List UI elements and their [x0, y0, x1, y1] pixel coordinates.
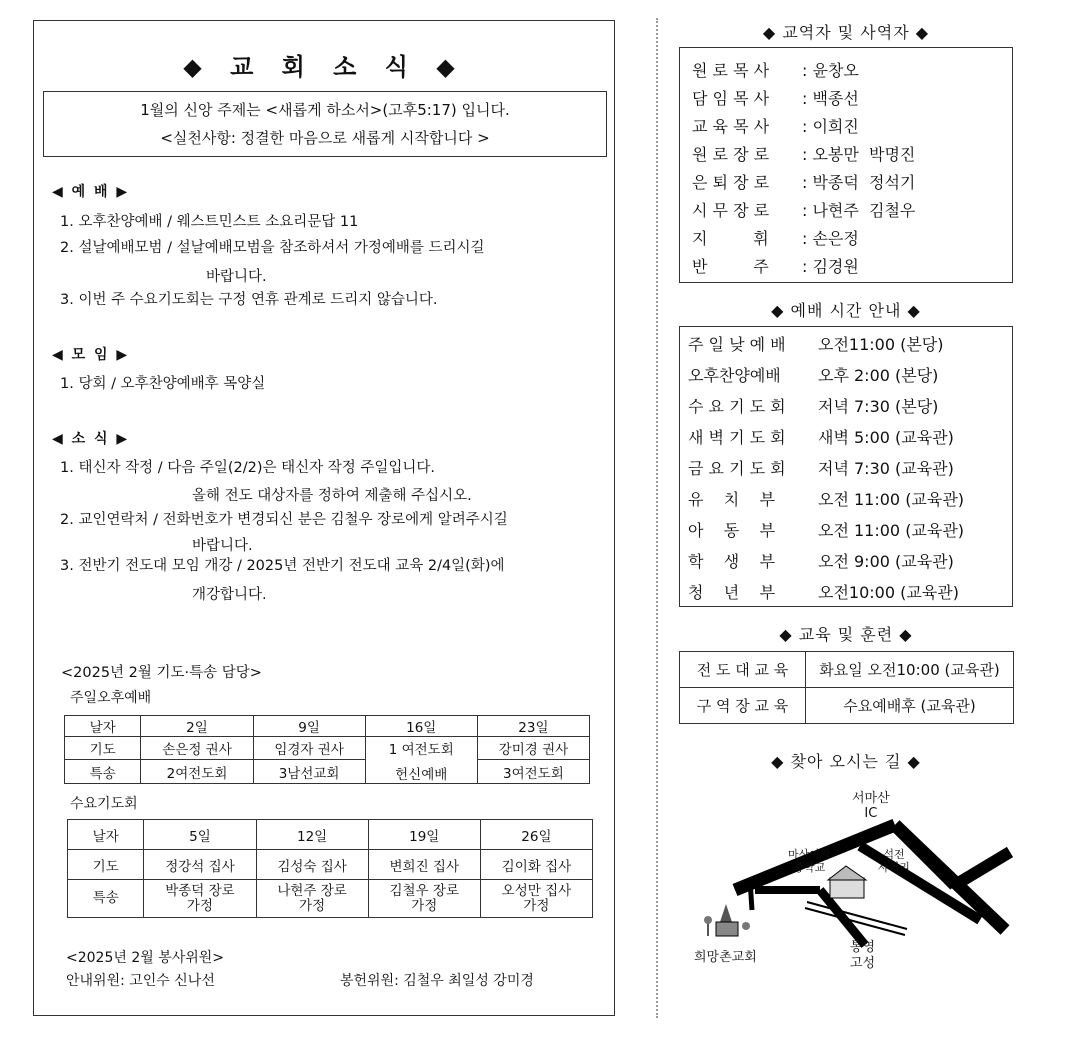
table-row — [680, 652, 1014, 688]
staff-name: : 백종선 — [802, 89, 859, 108]
map-label-intersection: 석전 사거리 — [878, 848, 910, 874]
time-row-time: 오전11:00 (본당) — [818, 335, 944, 354]
service-offering: 봉헌위원: 김철우 최일성 강미경 — [340, 973, 534, 989]
table-cell: 날자 — [68, 820, 144, 850]
map-railway — [807, 902, 907, 929]
time-row-name: 주 일 낮 예 배 — [688, 335, 786, 354]
table-cell: 3여전도회 — [477, 760, 589, 784]
staff-name: : 오봉만 박명진 — [802, 145, 916, 164]
news-title: ◆ 교 회 소 식 ◆ — [183, 53, 465, 81]
staff-name: : 나현주 김철우 — [802, 201, 916, 220]
directions-header: ◆ 찾아 오시는 길 ◆ — [771, 752, 921, 771]
time-row-time: 새벽 5:00 (교육관) — [818, 428, 954, 447]
times-header: ◆ 예배 시간 안내 ◆ — [771, 301, 921, 320]
table-row — [65, 760, 590, 784]
table-cell: 변희진 집사 — [368, 850, 480, 880]
table-cell: 23일 — [477, 716, 589, 737]
notice-item-3: 3. 전반기 전도대 모임 개강 / 2025년 전반기 전도대 교육 2/4일(화)에 — [60, 558, 505, 574]
school-roof-icon — [828, 866, 866, 880]
staff-header: ◆ 교역자 및 사역자 ◆ — [762, 23, 930, 42]
staff-role: 원 로 장 로 — [692, 145, 770, 164]
notice-header: ◀ 소 식 ▶ — [52, 431, 130, 447]
table-cell: 5일 — [144, 820, 256, 850]
time-row-name: 학 생 부 — [688, 552, 776, 571]
table-cell: 손은정 권사 — [141, 737, 253, 760]
time-row-time: 오전 9:00 (교육관) — [818, 552, 954, 571]
map-label-church: 희망촌교회 — [694, 950, 757, 965]
worship-header: ◀ 예 배 ▶ — [52, 184, 130, 200]
table-row — [68, 880, 593, 918]
service-header: <2025년 2월 봉사위원> — [66, 950, 225, 966]
worship-item-2: 2. 설날예배모범 / 설날예배모범을 참조하셔서 가정예배를 드리시길 — [60, 240, 485, 256]
wednesday-schedule-table — [67, 819, 593, 918]
notice-item-1: 1. 태신자 작정 / 다음 주일(2/2)은 태신자 작정 주일입니다. — [60, 460, 435, 476]
time-row-name: 유 치 부 — [688, 490, 776, 509]
staff-role: 교 육 목 사 — [692, 117, 770, 136]
map-road — [750, 880, 752, 910]
staff-role: 담 임 목 사 — [692, 89, 770, 108]
table-cell: 기도 — [65, 737, 141, 760]
tree-icon — [742, 922, 750, 930]
table-cell: 12일 — [256, 820, 368, 850]
service-guide: 안내위원: 고인수 신나선 — [66, 973, 215, 989]
church-spire-icon — [720, 904, 732, 922]
sunday-schedule-table — [64, 715, 590, 784]
map-label-school: 마산여자 중학교 — [788, 848, 831, 874]
table-cell: 구 역 장 교 육 — [680, 688, 806, 724]
sunday-title: 주일오후예배 — [70, 690, 152, 706]
column-divider — [656, 18, 658, 1018]
time-row-name: 아 동 부 — [688, 521, 776, 540]
notice-item-3-cont: 개강합니다. — [192, 587, 267, 603]
table-row — [65, 737, 590, 760]
table-cell: 16일 — [365, 716, 477, 737]
notice-item-2: 2. 교인연락처 / 전화번호가 변경되신 분은 김철우 장로에게 알려주시길 — [60, 512, 508, 528]
staff-name: : 윤창오 — [802, 61, 859, 80]
time-row-time: 저녁 7:30 (본당) — [818, 397, 939, 416]
wednesday-title: 수요기도회 — [70, 796, 138, 812]
prayer-header: <2025년 2월 기도·특송 담당> — [61, 665, 262, 681]
table-row — [68, 820, 593, 850]
table-cell: 특송 — [65, 760, 141, 784]
table-cell: 박종덕 장로 가정 — [144, 880, 256, 918]
staff-name: : 손은정 — [802, 229, 859, 248]
time-row-time: 저녁 7:30 (교육관) — [818, 459, 954, 478]
time-row-time: 오후 2:00 (본당) — [818, 366, 939, 385]
worship-item-1: 1. 오후찬양예배 / 웨스트민스트 소요리문답 11 — [60, 214, 359, 230]
staff-role: 시 무 장 로 — [692, 201, 770, 220]
time-row-time: 오전 11:00 (교육관) — [818, 490, 965, 509]
table-cell: 수요예배후 (교육관) — [806, 688, 1014, 724]
times-box — [679, 326, 1013, 607]
table-row — [680, 688, 1014, 724]
table-cell: 26일 — [480, 820, 592, 850]
table-cell: 오성만 집사 가정 — [480, 880, 592, 918]
time-row-name: 새 벽 기 도 회 — [688, 428, 786, 447]
table-cell: 나현주 장로 가정 — [256, 880, 368, 918]
table-cell: 날자 — [65, 716, 141, 737]
school-building-icon — [830, 878, 864, 898]
time-row-name: 오후찬양예배 — [688, 366, 781, 385]
table-cell: 3남선교회 — [253, 760, 365, 784]
staff-role: 원 로 목 사 — [692, 61, 770, 80]
table-cell: 19일 — [368, 820, 480, 850]
map-road — [955, 852, 1010, 885]
table-cell: 강미경 권사 — [477, 737, 589, 760]
education-header: ◆ 교육 및 훈련 ◆ — [779, 625, 913, 644]
map-label-ic: 서마산 IC — [852, 791, 890, 821]
table-row — [65, 716, 590, 737]
staff-name: : 이희진 — [802, 117, 859, 136]
staff-role: 은 퇴 장 로 — [692, 173, 770, 192]
church-news-panel — [33, 20, 615, 1016]
time-row-time: 오전 11:00 (교육관) — [818, 521, 965, 540]
church-icon — [716, 922, 738, 936]
table-cell: 1 여전도회 — [365, 737, 477, 760]
staff-role: 반 주 — [692, 257, 769, 276]
staff-role: 지 휘 — [692, 229, 769, 248]
meeting-header: ◀ 모 임 ▶ — [52, 347, 130, 363]
table-cell: 전 도 대 교 육 — [680, 652, 806, 688]
staff-box — [679, 47, 1013, 283]
time-row-name: 금 요 기 도 회 — [688, 459, 786, 478]
table-cell: 화요일 오전10:00 (교육관) — [806, 652, 1014, 688]
theme-line2: <실천사항: 정결한 마음으로 새롭게 시작합니다 > — [160, 129, 490, 147]
worship-item-2-cont: 바랍니다. — [206, 269, 267, 285]
notice-item-1-cont: 올해 전도 대상자를 정하여 제출해 주십시오. — [192, 488, 472, 504]
worship-item-3: 3. 이번 주 수요기도회는 구정 연휴 관계로 드리지 않습니다. — [60, 292, 438, 308]
table-cell: 김성숙 집사 — [256, 850, 368, 880]
staff-name: : 박종덕 정석기 — [802, 173, 916, 192]
education-table — [679, 651, 1014, 724]
theme-box — [43, 91, 607, 157]
map-label-dest: 통영 고성 — [850, 940, 876, 971]
table-cell: 9일 — [253, 716, 365, 737]
table-row — [68, 850, 593, 880]
table-cell: 특송 — [68, 880, 144, 918]
time-row-name: 수 요 기 도 회 — [688, 397, 786, 416]
table-cell: 기도 — [68, 850, 144, 880]
time-row-name: 청 년 부 — [688, 583, 776, 602]
meeting-item-1: 1. 당회 / 오후찬양예배후 목양실 — [60, 376, 266, 392]
table-cell: 2일 — [141, 716, 253, 737]
time-row-time: 오전10:00 (교육관) — [818, 583, 959, 602]
table-cell: 임경자 권사 — [253, 737, 365, 760]
notice-item-2-cont: 바랍니다. — [192, 538, 253, 554]
table-cell: 2여전도회 — [141, 760, 253, 784]
tree-icon — [704, 916, 712, 924]
table-cell: 김철우 장로 가정 — [368, 880, 480, 918]
staff-name: : 김경원 — [802, 257, 859, 276]
table-cell: 김이화 집사 — [480, 850, 592, 880]
theme-line1: 1월의 신앙 주제는 <새롭게 하소서>(고후5:17) 입니다. — [140, 101, 510, 119]
table-cell: 정강석 집사 — [144, 850, 256, 880]
table-cell: 헌신예배 — [365, 760, 477, 784]
